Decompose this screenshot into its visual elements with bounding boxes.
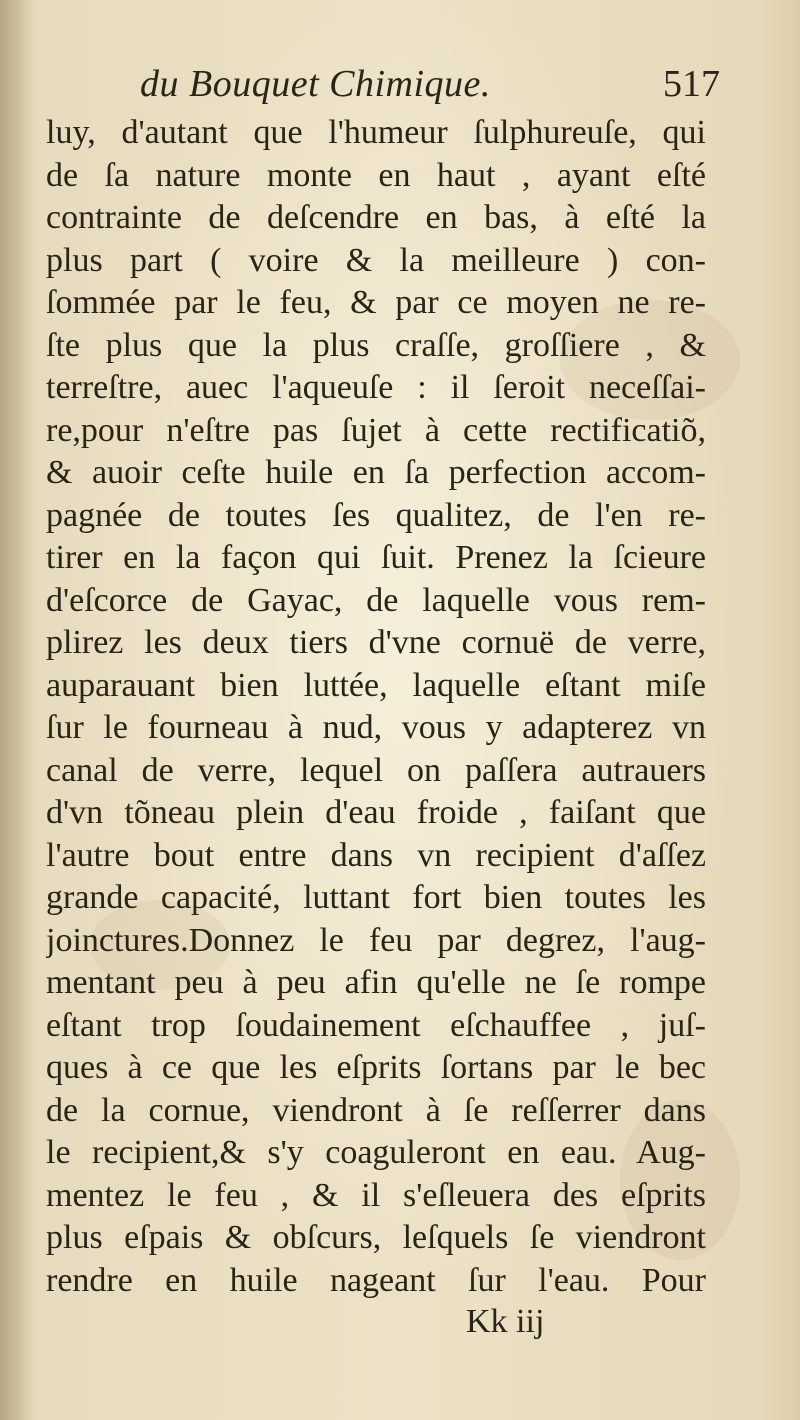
signature-mark: Kk iij	[466, 1303, 545, 1340]
text-line: eſtant trop ſoudainement eſchauffee , juſ-	[46, 1006, 706, 1044]
text-line: auparauant bien luttée, laquelle eſtant miſe	[46, 666, 706, 704]
text-line: canal de verre, lequel on paſſera autrauers	[46, 751, 706, 789]
text-line: grande capacité, luttant fort bien toutes les	[46, 879, 706, 916]
spine-shadow	[0, 0, 34, 1420]
text-line: d'eſcorce de Gayac, de laquelle vous rem-	[46, 581, 706, 619]
text-line: & auoir ceſte huile en ſa perfection accom-	[46, 454, 706, 491]
text-line: mentant peu à peu afin qu'elle ne ſe rompe	[46, 964, 706, 1001]
text-line: mentez le feu , & il s'eſleuera des eſprits	[46, 1176, 706, 1214]
text-line: l'autre bout entre dans vn recipient d'aſſez	[46, 836, 706, 874]
page-number: 517	[663, 63, 720, 105]
text-line: re,pour n'eſtre pas ſujet à cette rectificatiõ,	[46, 411, 706, 449]
text-line: plus part ( voire & la meilleure ) con-	[46, 241, 706, 279]
text-line: d'vn tõneau plein d'eau froide , faiſant que	[46, 794, 706, 831]
text-line: le recipient,& s'y coaguleront en eau. Aug-	[46, 1134, 706, 1171]
text-line: plus eſpais & obſcurs, leſquels ſe viendront	[46, 1219, 706, 1256]
text-line: ſte plus que la plus craſſe, groſſiere , &	[46, 326, 706, 364]
text-line: de la cornue, viendront à ſe reſſerrer dans	[46, 1091, 706, 1129]
text-line: tirer en la façon qui ſuit. Prenez la ſcieure	[46, 539, 706, 576]
text-line: joinctures.Donnez le feu par degrez, l'aug-	[46, 921, 706, 959]
text-line: rendre en huile nageant ſur l'eau. Pour	[46, 1261, 706, 1299]
text-line: plirez les deux tiers d'vne cornuë de verre,	[46, 624, 706, 661]
text-line: ſommée par le feu, & par ce moyen ne re-	[46, 284, 706, 321]
text-line: ques à ce que les eſprits ſortans par le bec	[46, 1049, 706, 1086]
text-line: de ſa nature monte en haut , ayant eſté	[46, 156, 706, 194]
text-line: pagnée de toutes ſes qualitez, de l'en re-	[46, 496, 706, 534]
page-header	[140, 62, 720, 112]
text-line: luy, d'autant que l'humeur ſulphureuſe, qui	[46, 114, 706, 151]
text-line: ſur le fourneau à nud, vous y adapterez vn	[46, 709, 706, 746]
text-line: contrainte de deſcendre en bas, à eſté la	[46, 199, 706, 236]
running-title: du Bouquet Chimique.	[140, 63, 491, 105]
text-line: terreſtre, auec l'aqueuſe : il ſeroit neceſſai-	[46, 369, 706, 406]
body-text	[46, 112, 706, 1302]
